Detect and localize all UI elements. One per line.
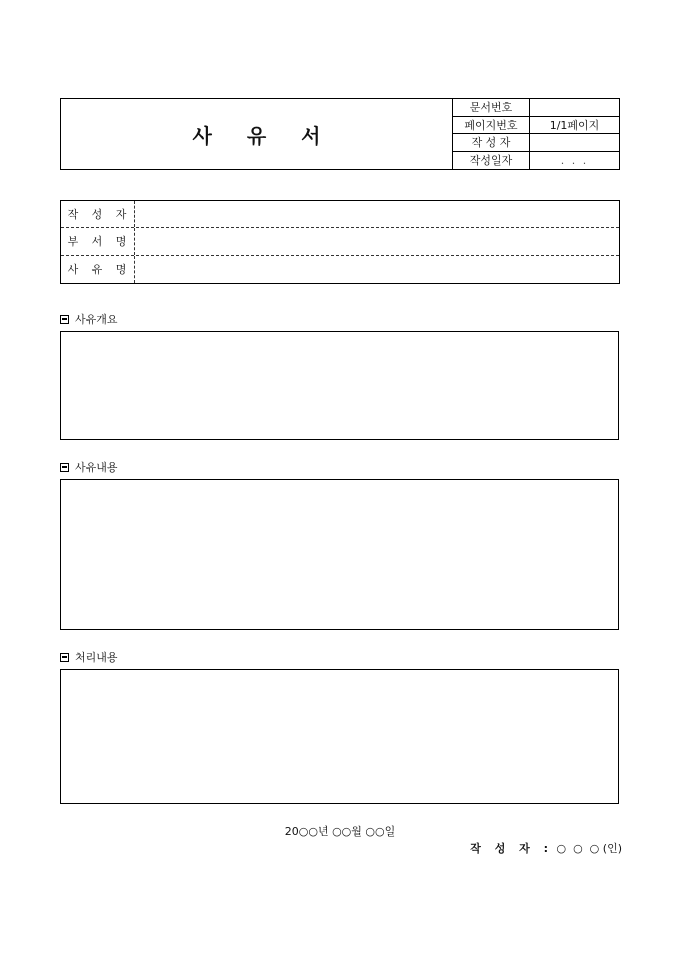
square-bullet-icon [60, 315, 69, 324]
meta-value[interactable] [530, 99, 619, 116]
meta-row-page-number [453, 117, 619, 135]
section-title: 사유내용 [75, 461, 118, 474]
section-title: 사유개요 [75, 313, 118, 326]
meta-row-date [453, 152, 619, 170]
section-heading-overview [60, 311, 118, 327]
meta-label: 문서번호 [453, 99, 530, 116]
document-header [60, 98, 620, 170]
meta-value[interactable]: 1/1페이지 [549, 118, 600, 132]
info-label: 부 서 명 [61, 228, 135, 254]
date-line: 20○○년 ○○월 ○○일 [284, 825, 396, 838]
section-box-processing[interactable] [60, 669, 619, 804]
title-cell [61, 99, 453, 169]
info-value[interactable] [135, 201, 619, 227]
info-value[interactable] [135, 228, 619, 254]
signer-label: 작 성 자 : [470, 842, 553, 855]
meta-label: 작성일자 [453, 152, 530, 170]
signature-line [470, 840, 622, 856]
info-value[interactable] [135, 256, 619, 283]
section-box-content[interactable] [60, 479, 619, 630]
square-bullet-icon [60, 653, 69, 662]
info-row-department [61, 228, 619, 255]
document-title: 사 유 서 [192, 123, 335, 148]
section-heading-content [60, 459, 118, 475]
section-box-overview[interactable] [60, 331, 619, 440]
meta-label: 작 성 자 [453, 134, 530, 151]
meta-row-author [453, 134, 619, 152]
meta-value[interactable] [530, 134, 619, 151]
document-meta-table [453, 99, 619, 169]
meta-value[interactable]: . . . [560, 153, 589, 167]
info-row-reason [61, 256, 619, 283]
info-row-author [61, 201, 619, 228]
meta-label: 페이지번호 [453, 117, 530, 134]
info-label: 사 유 명 [61, 256, 135, 283]
info-table [60, 200, 620, 284]
section-heading-processing [60, 649, 118, 665]
info-label: 작 성 자 [61, 201, 135, 227]
signer-value: ○ ○ ○ (인) [556, 842, 622, 855]
meta-row-doc-number [453, 99, 619, 117]
square-bullet-icon [60, 463, 69, 472]
section-title: 처리내용 [75, 651, 118, 664]
